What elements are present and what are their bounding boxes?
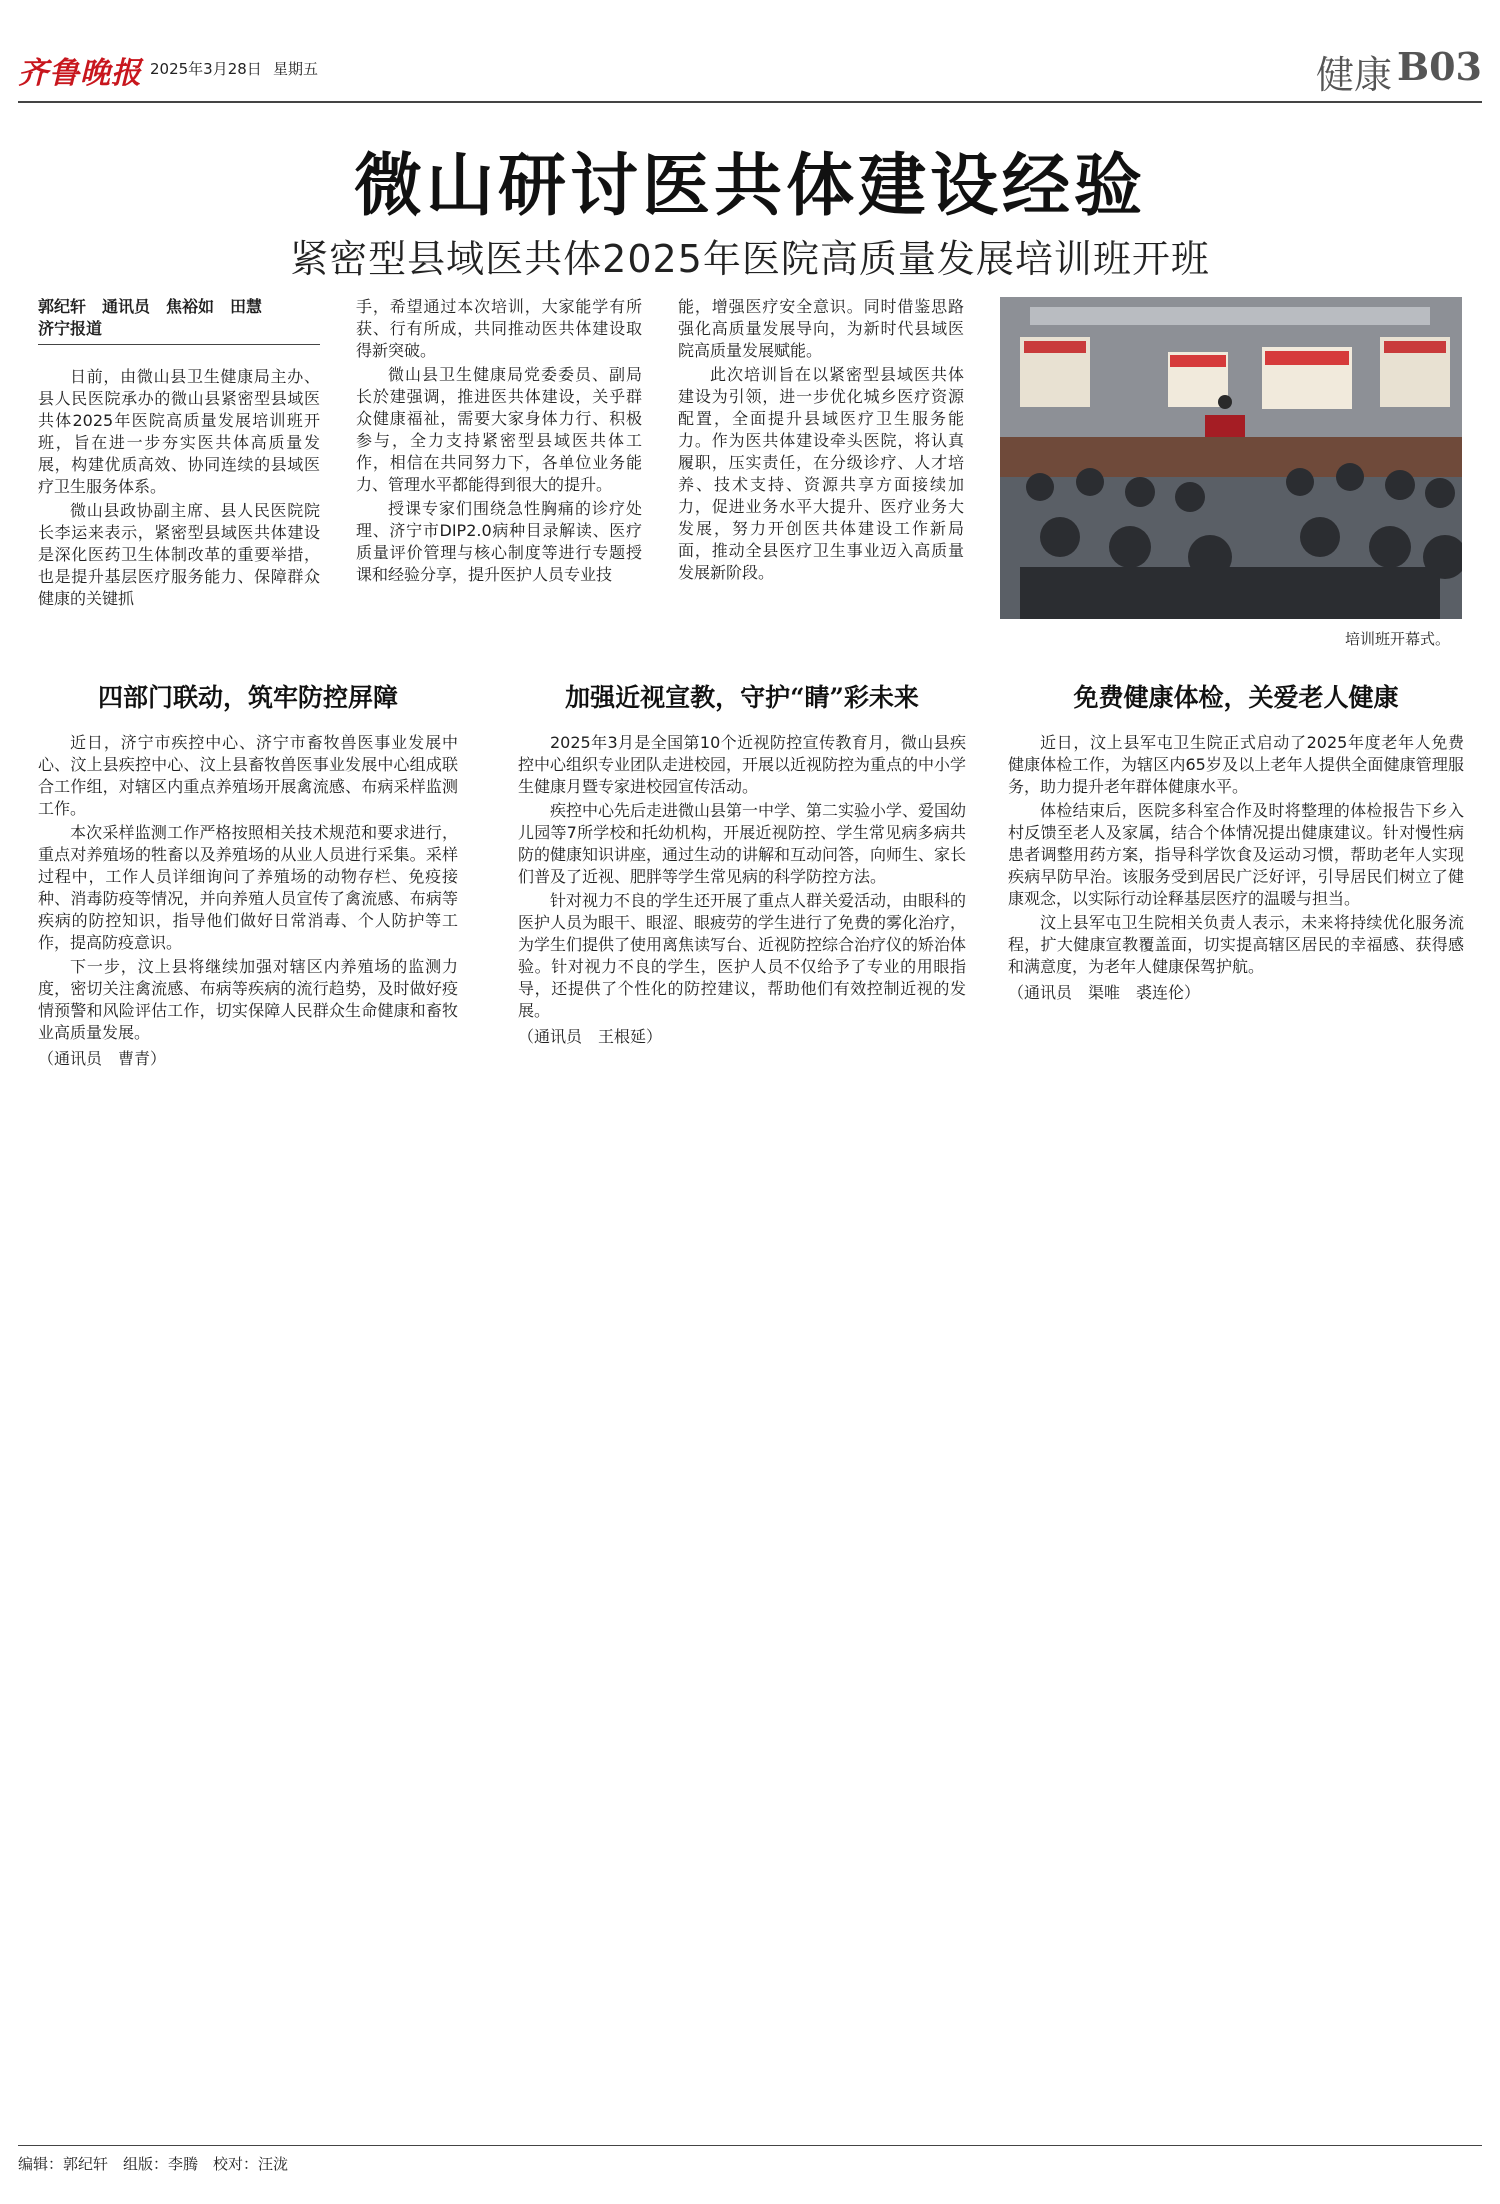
paragraph: 疾控中心先后走进微山县第一中学、第二实验小学、爱国幼儿园等7所学校和托幼机构，开展近视防控、学生常见病多病共防的健康知识讲座，通过生动的讲解和互动问答，向师生、家长们普及了近视、肥胖等学生常见病的科学防控方法。 (518, 801, 967, 886)
article-title: 免费健康体检，关爱老人健康 (1073, 683, 1399, 712)
article-body (518, 732, 966, 1048)
page-number: B03 (1397, 44, 1482, 89)
paragraph: 近日，汶上县军屯卫生院正式启动了2025年度老年人免费健康体检工作，为辖区内65岁及以上老年人提供全面健康管理服务，助力提升老年群体健康水平。 (1008, 733, 1464, 796)
byline-rule (38, 344, 320, 345)
paragraph: 2025年3月是全国第10个近视防控宣传教育月，微山县疾控中心组织专业团队走进校园，开展以近视防控为重点的中小学生健康月暨专家进校园宣传活动。 (518, 733, 967, 796)
paragraph: 本次采样监测工作严格按照相关技术规范和要求进行，重点对养殖场的牲畜以及养殖场的从业人员进行采集。采样过程中，工作人员详细询问了养殖场的动物存栏、免疫接种、消毒防疫等情况，并向养殖人员宣传了禽流感、布病等疾病的防控知识，指导他们做好日常消毒、个人防护等工作，提高防疫意识。 (38, 823, 458, 952)
section-name: 健康 (1315, 53, 1392, 97)
article-body (38, 732, 458, 1070)
paragraph: 近日，济宁市疾控中心、济宁市畜牧兽医事业发展中心、汶上县疾控中心、汶上县畜牧兽医事业发展中心组成联合工作组，对辖区内重点养殖场开展禽流感、布病采样监测工作。 (38, 733, 458, 818)
article-title: 四部门联动，筑牢防控屏障 (97, 683, 398, 712)
masthead (18, 40, 1482, 100)
paragraph: 下一步，汶上县将继续加强对辖区内养殖场的监测力度，密切关注禽流感、布病等疾病的流行趋势，及时做好疫情预警和风险评估工作，切实保障人民群众生命健康和畜牧业高质量发展。 (38, 957, 458, 1042)
byline-location: 济宁报道 (38, 319, 103, 338)
paragraph: 授课专家们围绕急性胸痛的诊疗处理、济宁市DIP2.0病种目录解读、医疗质量评价管理与核心制度等进行专题授课和经验分享，提升医护人员专业技 (356, 499, 642, 584)
paragraph: 针对视力不良的学生还开展了重点人群关爱活动，由眼科的医护人员为眼干、眼涩、眼疲劳的学生进行了免费的雾化治疗，为学生们提供了使用离焦读写台、近视防控综合治疗仪的矫治体验。针对视力不良的学生，医护人员不仅给予了专业的用眼指导，还提供了个性化的防控建议，帮助他们有效控制近视的发展。 (518, 891, 967, 1020)
article-credit: （通讯员 王根延） (518, 1027, 663, 1046)
main-headline: 微山研讨医共体建设经验 (353, 146, 1146, 226)
main-column-3 (678, 296, 964, 586)
paragraph: 日前，由微山县卫生健康局主办、县人民医院承办的微山县紧密型县域医共体2025年医院高质量发展培训班开班，旨在进一步夯实医共体高质量发展，构建优质高效、协同连续的县域医疗卫生服务体系。 (38, 367, 320, 496)
article-title: 加强近视宣教，守护“睛”彩未来 (565, 683, 919, 712)
paragraph: 微山县卫生健康局党委委员、副局长於建强调，推进医共体建设，关乎群众健康福祉，需要大家身体力行、积极参与，全力支持紧密型县域医共体工作，相信在共同努力下，各单位业务能力、管理水平都能得到很大的提升。 (356, 365, 642, 494)
issue-date: 2025年3月28日 (150, 60, 262, 78)
article-credit: （通讯员 曹青） (38, 1049, 167, 1068)
photo-caption: 培训班开幕式。 (1344, 630, 1450, 648)
article-body (1008, 732, 1464, 1004)
main-subheadline: 紧密型县域医共体2025年医院高质量发展培训班开班 (290, 237, 1210, 281)
paragraph: 此次培训旨在以紧密型县域医共体建设为引领，进一步优化城乡医疗资源配置，全面提升县域医疗卫生服务能力。作为医共体建设牵头医院，将认真履职，压实责任，在分级诊疗、人才培养、技术支持、资源共享方面接续加力，促进业务水平大提升、医疗业务大发展，努力开创医共体建设工作新局面，推动全县医疗卫生事业迈入高质量发展新阶段。 (678, 365, 964, 582)
header-rule (18, 101, 1482, 103)
paragraph: 能，增强医疗安全意识。同时借鉴思路强化高质量发展导向，为新时代县域医院高质量发展赋能。 (678, 297, 964, 360)
training-opening-photo (1000, 297, 1462, 619)
footer-rule (18, 2145, 1482, 2146)
paragraph: 体检结束后，医院多科室合作及时将整理的体检报告下乡入村反馈至老人及家属，结合个体情况提出健康建议。针对慢性病患者调整用药方案，指导科学饮食及运动习惯，帮助老年人实现疾病早防早治。该服务受到居民广泛好评，引导居民们树立了健康观念，以实际行动诠释基层医疗的温暖与担当。 (1008, 801, 1464, 908)
paragraph: 汶上县军屯卫生院相关负责人表示，未来将持续优化服务流程，扩大健康宣教覆盖面，切实提高辖区居民的幸福感、获得感和满意度，为老年人健康保驾护航。 (1008, 913, 1464, 976)
issue-weekday: 星期五 (273, 60, 319, 78)
byline (38, 296, 320, 340)
newspaper-logo: 齐鲁晚报 (18, 56, 142, 91)
article-credit: （通讯员 渠唯 裘连伦） (1008, 983, 1201, 1002)
main-column-1 (38, 366, 320, 612)
paragraph: 手，希望通过本次培训，大家能学有所获、行有所成，共同推动医共体建设取得新突破。 (356, 297, 642, 360)
editor-credits: 编辑：郭纪轩 组版：李腾 校对：汪泷 (18, 2155, 289, 2173)
paragraph: 微山县政协副主席、县人民医院院长李运来表示，紧密型县域医共体建设是深化医药卫生体制改革的重要举措，也是提升基层医疗服务能力、保障群众健康的关键抓 (38, 501, 320, 608)
main-column-2 (356, 296, 642, 588)
photo-illustration (1000, 297, 1462, 619)
byline-authors: 郭纪轩 通讯员 焦裕如 田慧 (38, 297, 263, 316)
